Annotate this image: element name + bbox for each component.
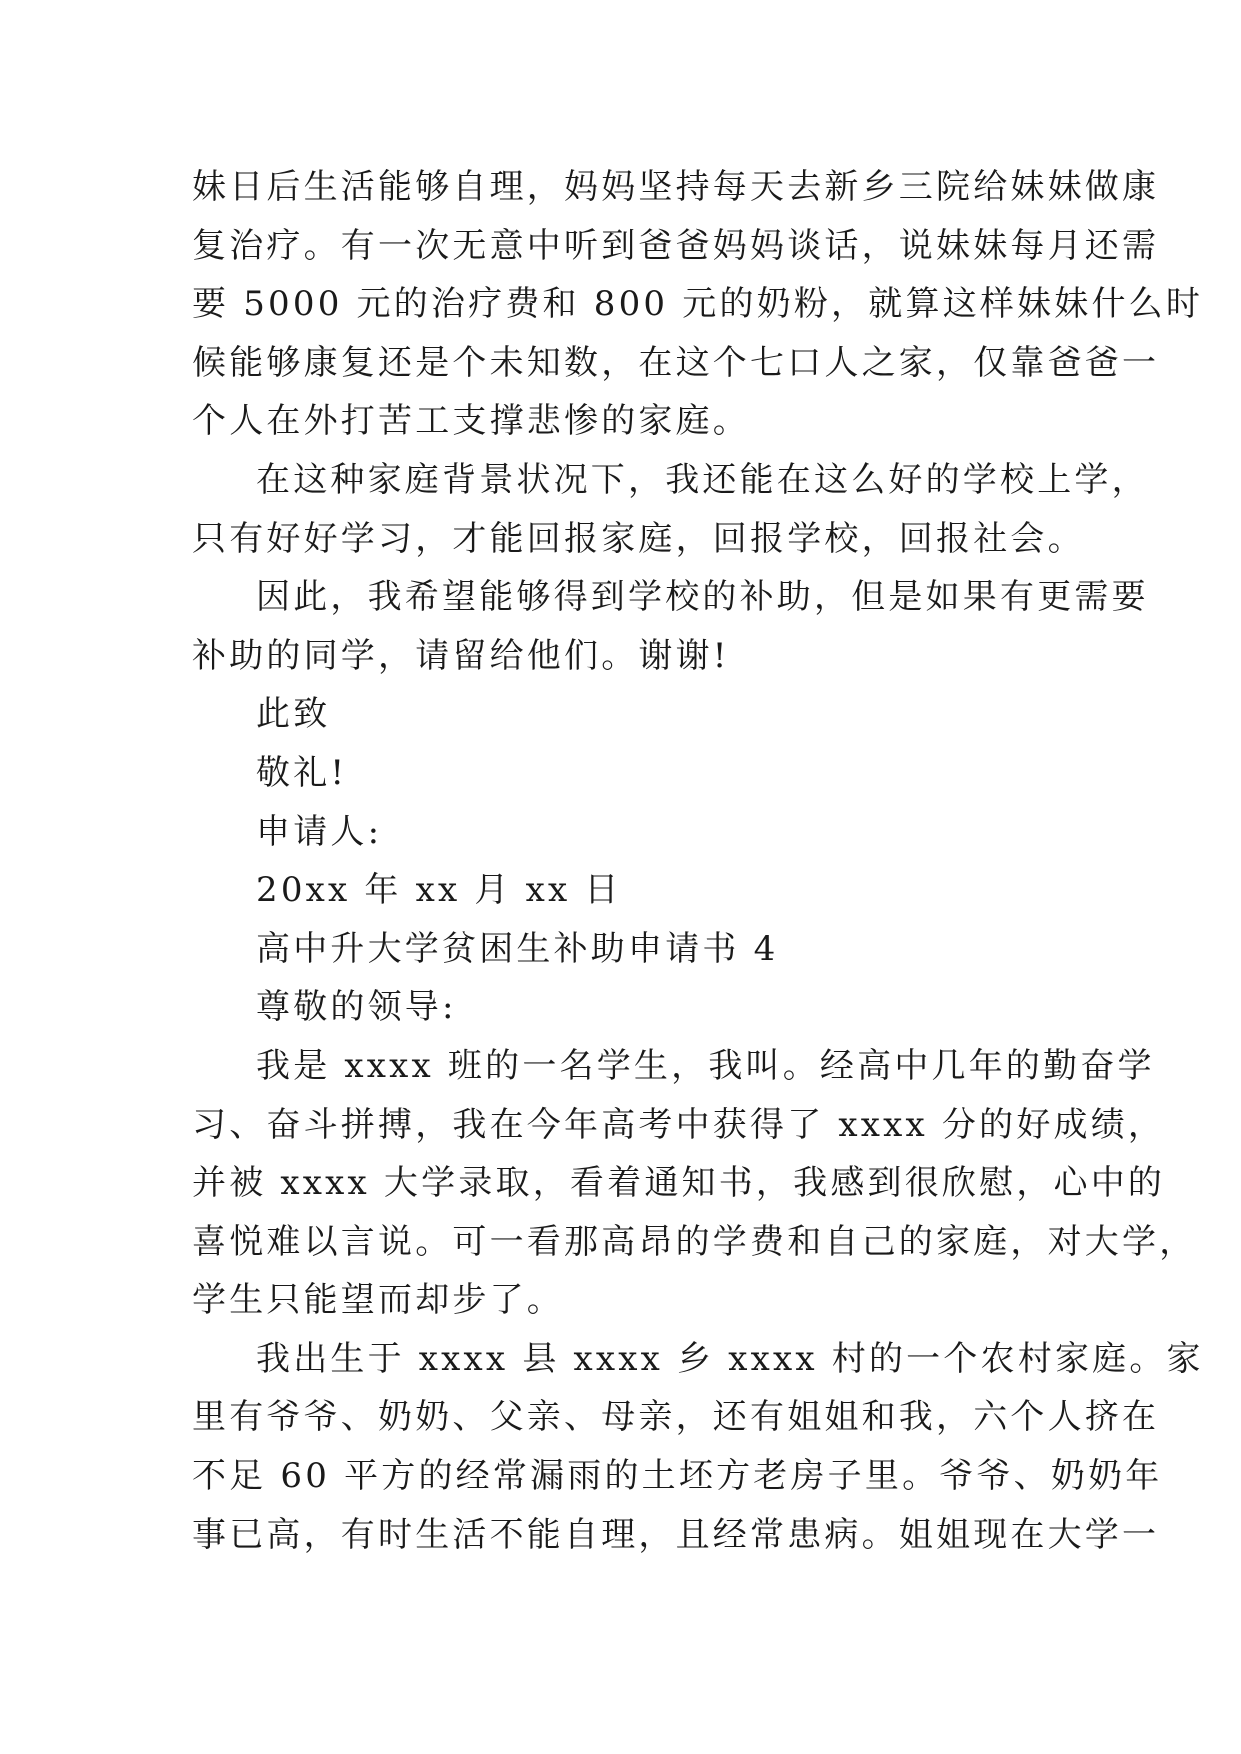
text-line: 妹日后生活能够自理，妈妈坚持每天去新乡三院给妹妹做康 [192,167,1160,207]
text-line: 事已高，有时生活不能自理，且经常患病。姐姐现在大学一 [192,1514,1160,1555]
text-line: 要 5000 元的治疗费和 800 元的奶粉，就算这样妹妹什么时 [192,284,1204,325]
paragraph-first-line: 在这种家庭背景状况下，我还能在这么好的学校上学， [256,459,1149,500]
date-line: 20xx 年 xx 月 xx 日 [256,870,622,911]
text-line: 不足 60 平方的经常漏雨的土坯方老房子里。爷爷、奶奶年 [192,1456,1163,1497]
text-line: 习、奋斗拼搏，我在今年高考中获得了 xxxx 分的好成绩， [192,1104,1166,1145]
paragraph-first-line: 因此，我希望能够得到学校的补助，但是如果有更需要 [256,577,1149,618]
document-body [192,158,1204,1564]
text-line: 候能够康复还是个未知数，在这个七口人之家，仅靠爸爸一 [192,342,1160,383]
text-line: 学生只能望而却步了。 [192,1280,564,1321]
text-line: 补助的同学，请留给他们。谢谢! [192,635,730,676]
text-line: 个人在外打苦工支撑悲惨的家庭。 [192,401,750,442]
paragraph-first-line: 我出生于 xxxx 县 xxxx 乡 xxxx 村的一个农村家庭。家 [256,1338,1204,1379]
paragraph-first-line: 我是 xxxx 班的一名学生，我叫。经高中几年的勤奋学 [256,1045,1155,1086]
text-line: 只有好好学习，才能回报家庭，回报学校，回报社会。 [192,518,1085,559]
greeting: 尊敬的领导: [256,987,457,1028]
text-line: 喜悦难以言说。可一看那高昂的学费和自己的家庭，对大学， [192,1221,1197,1262]
text-line: 并被 xxxx 大学录取，看着通知书，我感到很欣慰，心中的 [192,1163,1166,1204]
applicant-label: 申请人: [256,811,383,852]
closing-salutation: 此致 [256,694,331,735]
text-line: 复治疗。有一次无意中听到爸爸妈妈谈话，说妹妹每月还需 [192,225,1160,266]
text-line: 里有爷爷、奶奶、父亲、母亲，还有姐姐和我，六个人挤在 [192,1397,1160,1438]
section-title: 高中升大学贫困生补助申请书 4 [256,928,779,969]
closing-regards: 敬礼! [256,752,348,793]
